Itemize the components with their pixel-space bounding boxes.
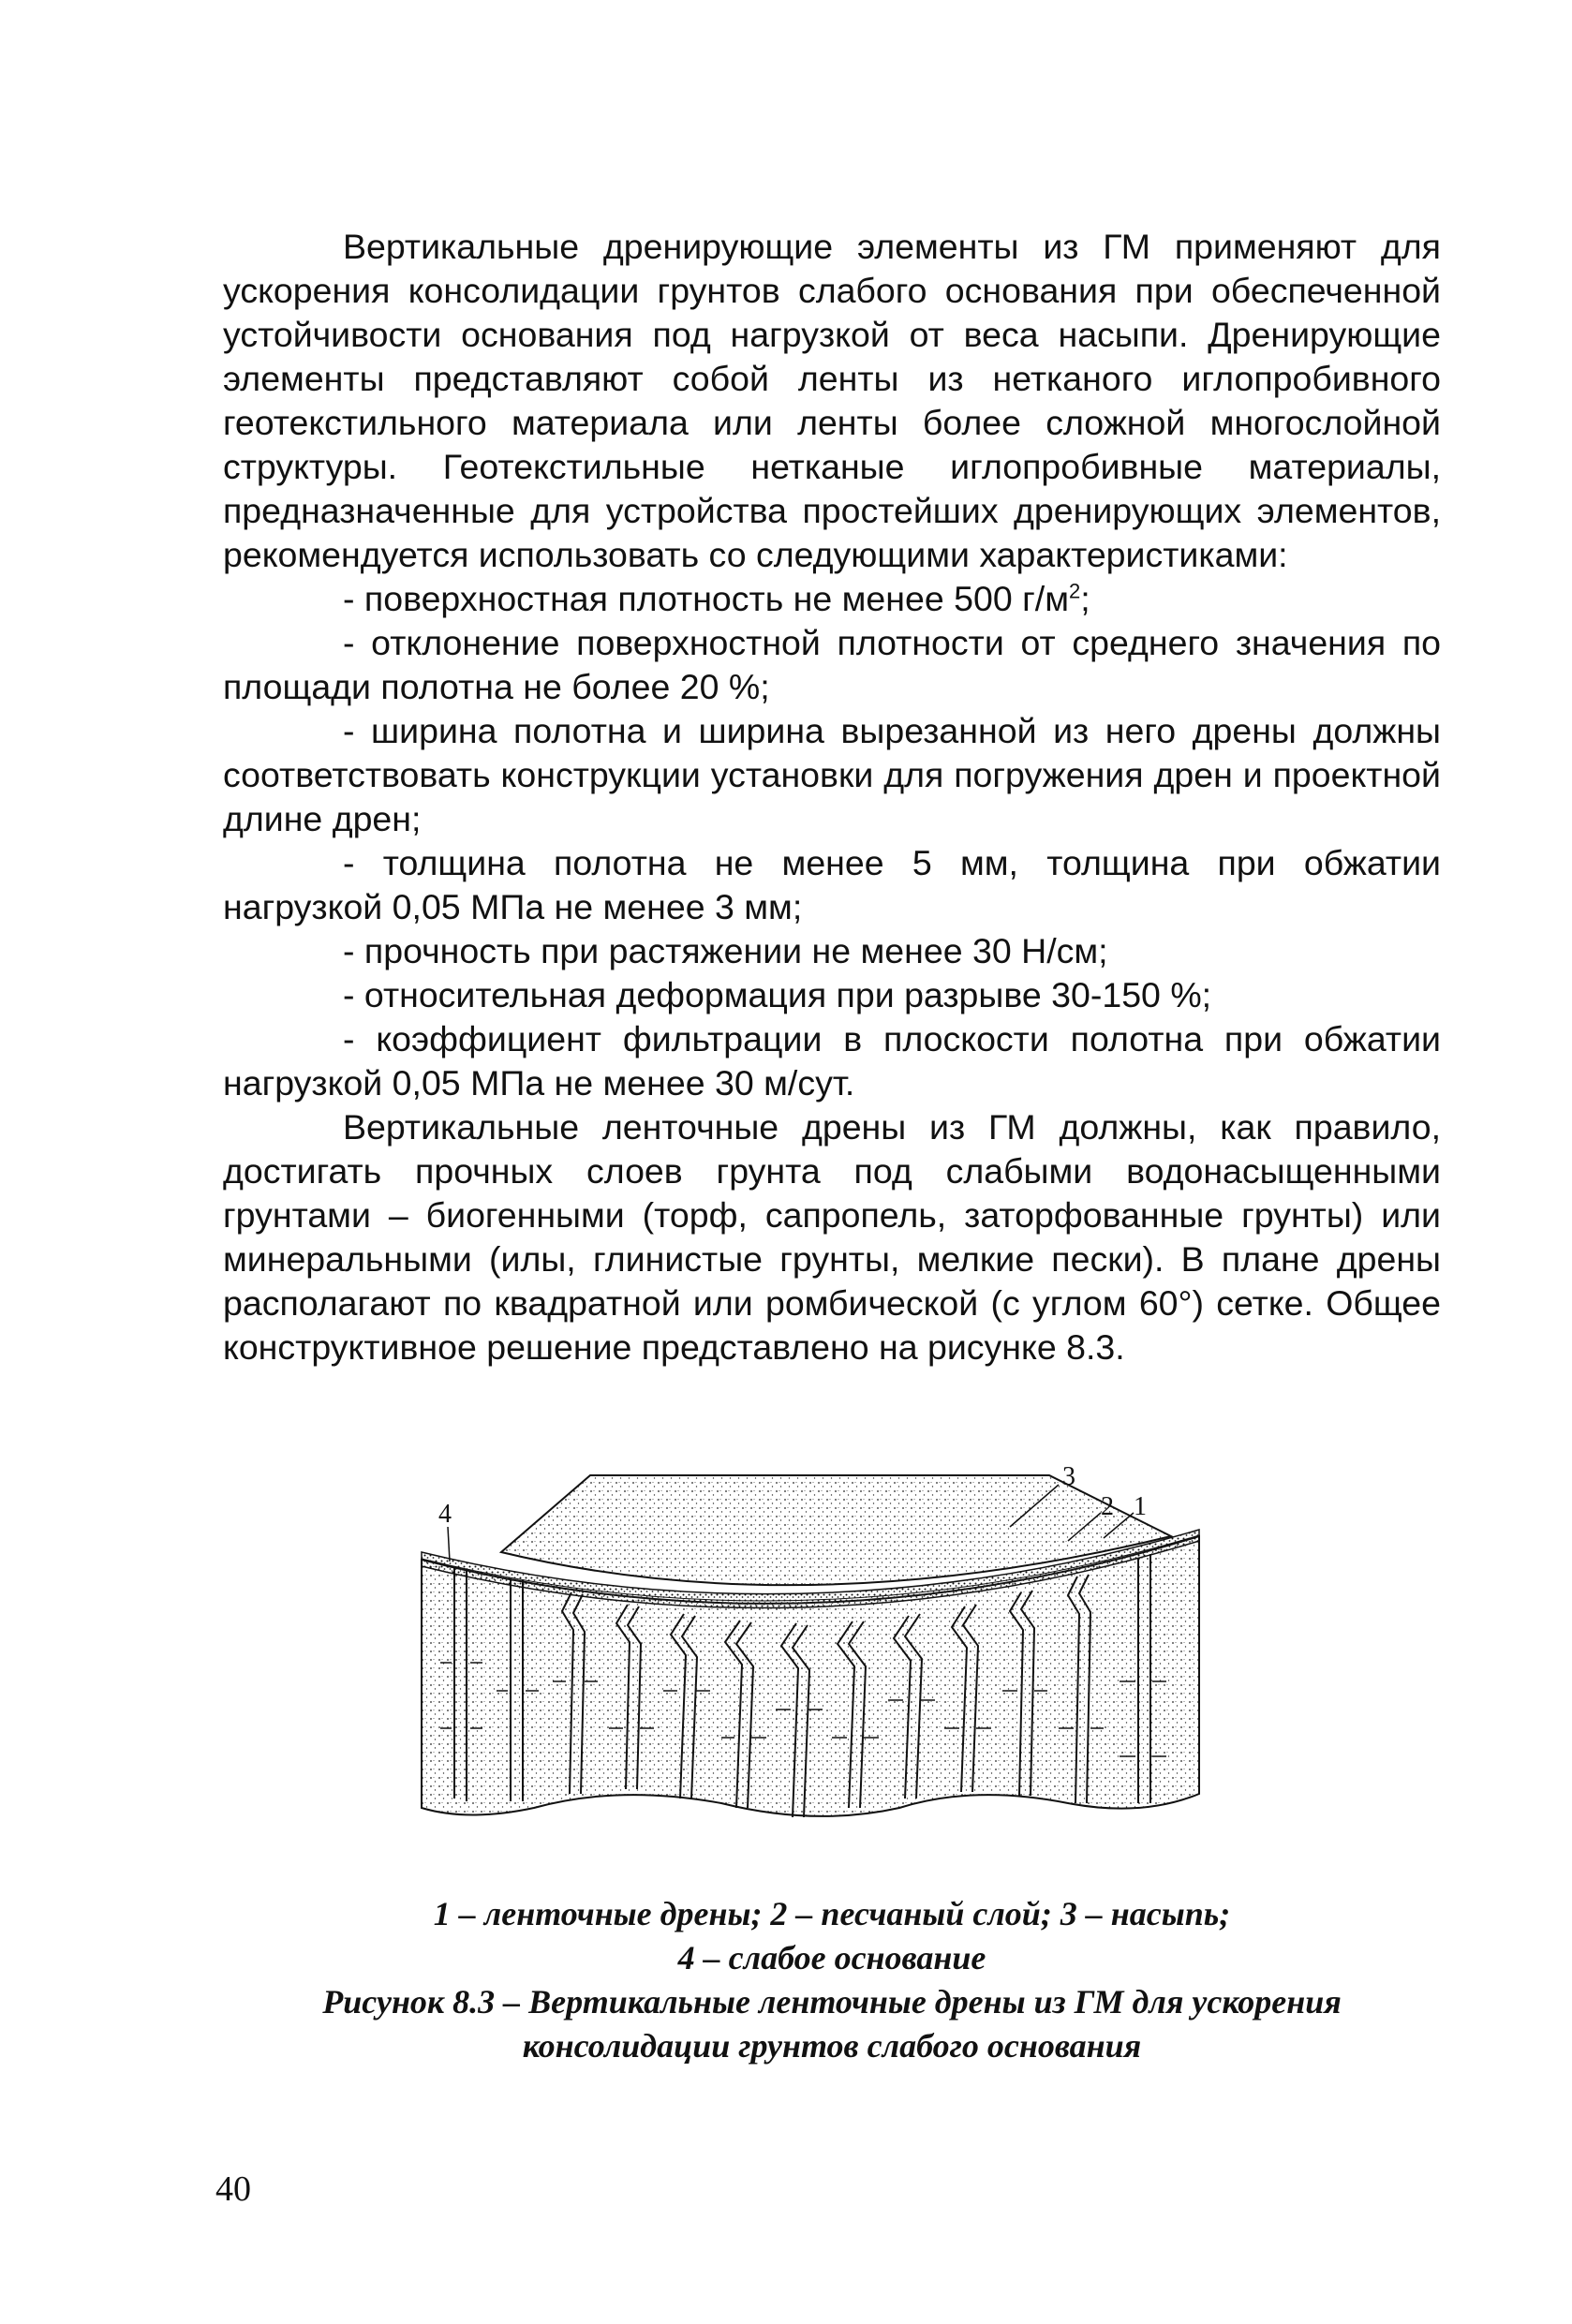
- list-item-deviation: - отклонение поверхностной плотности от среднего значения по площади полотна не более 20 %;: [223, 623, 1441, 706]
- caption-legend-line-2: 4 – слабое основание: [677, 1939, 986, 1976]
- figure-8-3: [412, 1447, 1227, 1850]
- list-item-width: - ширина полотна и ширина вырезанной из него дрены должны соответствовать конструкции установки для погружения дрен и проектной длине дрен;: [223, 711, 1441, 838]
- list-item-filtration: - коэффициент фильтрации в плоскости полотна при обжатии нагрузкой 0,05 МПа не менее 30 м/сут.: [223, 1019, 1441, 1103]
- list-item-deformation: - относительная деформация при разрыве 30-150 %;: [343, 975, 1212, 1014]
- drain-diagram: [412, 1447, 1227, 1850]
- label-4: 4: [438, 1500, 452, 1529]
- intro-paragraph: Вертикальные дренирующие элементы из ГМ применяют для ускорения консолидации грунтов слабого основания при обеспеченной устойчивости основания под нагрузкой от веса насыпи. Дренирующие элементы представляют собой ленты из нетканого иглопробивного геотекстильного материала или ленты более сложной многослойной структуры. Геотекстильные нетканые иглопробивные материалы, предназначенные для устройства простейших дренирующих элементов, рекомендуется использовать со следующими характеристиками:: [223, 227, 1441, 574]
- figure-caption: [223, 1892, 1441, 2068]
- label-3: 3: [1062, 1462, 1075, 1491]
- page-number: 40: [215, 2169, 251, 2209]
- list-item-density: - поверхностная плотность не менее 500 $г/м^2$;: [343, 579, 1090, 618]
- label-2: 2: [1101, 1492, 1114, 1521]
- list-item-thickness: - толщина полотна не менее 5 мм, толщина при обжатии нагрузкой 0,05 МПа не менее 3 мм;: [223, 843, 1441, 926]
- caption-title-line-1: Рисунок 8.3 – Вертикальные ленточные дрены из ГМ для ускорения: [322, 1983, 1342, 2021]
- closing-paragraph: Вертикальные ленточные дрены из ГМ должны, как правило, достигать прочных слоев грунта под слабыми водонасыщенными грунтами – биогенными (торф, сапропель, заторфованные грунты) или минеральными (илы, глинистые грунты, мелкие пески). В плане дрены располагают по квадратной или ромбической (с углом 60°) сетке. Общее конструктивное решение представлено на рисунке 8.3.: [223, 1107, 1441, 1367]
- main-text: [223, 225, 1441, 1369]
- list-item-strength: - прочность при растяжении не менее 30 Н/см;: [343, 931, 1108, 970]
- caption-title-line-2: консолидации грунтов слабого основания: [522, 2027, 1142, 2065]
- label-1: 1: [1134, 1492, 1147, 1521]
- caption-legend-line-1: 1 – ленточные дрены; 2 – песчаный слой; 3 – насыпь;: [433, 1895, 1231, 1932]
